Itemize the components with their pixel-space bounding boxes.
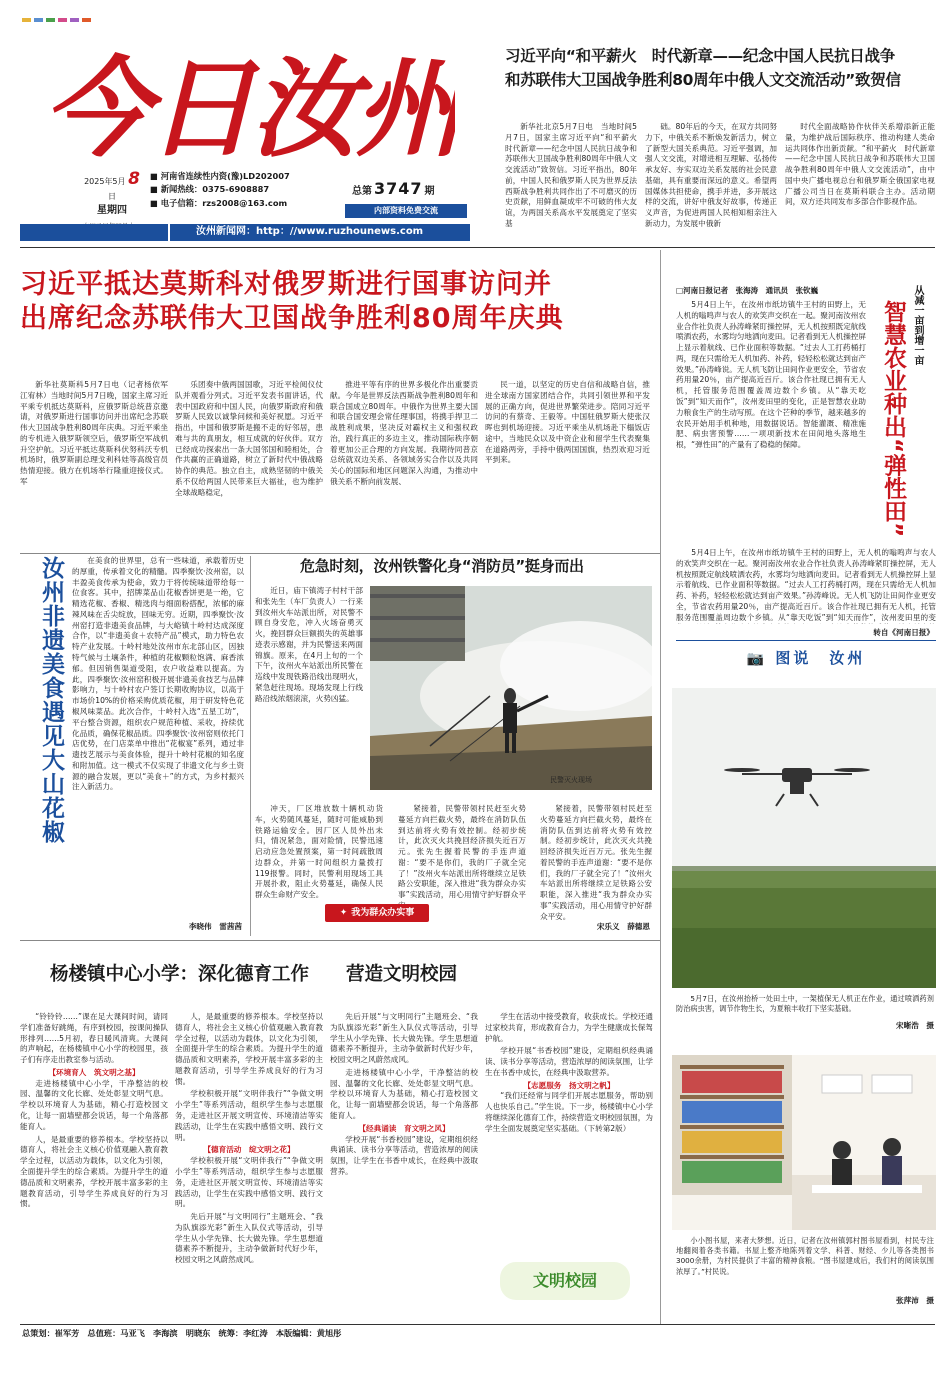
lead-title: 习近平抵达莫斯科对俄罗斯进行国事访问并 出席纪念苏联伟大卫国战争胜利80周年庆典: [20, 269, 564, 334]
lead-col-3: 推进平等有序的世界多极化作出重要贡献。今年是世界反法西斯战争胜利80周年和联合国成立80周年。中俄作为世界主要大国和联合国安理会常任理事国，将携手捍卫二战胜利成果，坚决反对霸权主义和强权政治，践行真正的多边主义，推动国际秩序朝着更加公正合理的方向发展。我期待同普京总统就双边关系、各领域务实合作以及共同关心的国际和地区问题深入沟通，为推动中俄关系不断向前发展、: [330, 380, 478, 487]
masthead-info: ■ 河南省连续性内资(豫)LD202007 ■ 新闻热线：0375-6908887 ■ 电子信箱：rzs2008@163.com: [150, 171, 290, 208]
school-col-2: 人，是最重要的修养根本。学校坚持以德育人，将社会主义核心价值观融入教育教学全过程，以活动为载体，以文化为引领，全面提升学生的综合素质。为提升学生的道德品质和文明素养，学校开展丰富多彩的主题教育活动，引导学生养成良好的行为习惯。 学校积极开展“文明伴我行”“争做文明小学生”等系列活动，组织学生参与志愿服务，走进社区开展文明宣传、环境清洁等实践活动，让学生在实践中感悟文明、践行文明。 【德育活动 绽文明之花】 学校积极开展“文明伴我行”“争做文明小学生”等系列活动，组织学生参与志愿服务，走进社区开展文明宣传、环境清洁等实践活动，让学生在实践中感悟文明、践行文明。 先后开展“与文明同行”主题班会、“我为队旗添光彩”新生入队仪式等活动，引导学生从小学先锋、长大做先锋。学生思想道德素养不断提升，主动争做新时代好少年，校园文明之风蔚然成风。: [175, 1012, 323, 1265]
fire-title: 危急时刻，汝州铁警化身“消防员”挺身而出: [300, 557, 584, 575]
tushuo-header: 📷 图说 汝州: [746, 649, 866, 667]
lead-col-4: 民一道，以坚定的历史自信和战略自信，推进全球南方国家团结合作，共同引领世界和平发展的正确方向，促进世界繁荣进步。陪同习近平访问的有蔡奇、王毅等。中国驻俄罗斯大使张汉晖也到机场迎接。习近平乘坐从机场赴下榻饭店途中，当地民众以及中资企业和留学生代表聚集在道路两旁，手持中俄两国国旗，热烈欢迎习近平到来。: [485, 380, 650, 465]
lead-col-1: 新华社莫斯科5月7日电（记者杨依军 江宥林）当地时间5月7日晚，国家主席习近平乘专机抵达莫斯科，应俄罗斯总统普京邀请，对俄罗斯进行国事访问并出席纪念苏联伟大卫国战争胜利80周年庆典。习近平乘坐的专机进入俄罗斯领空后，俄罗斯空军战机升空护航。习近平抵达莫斯科伏努科沃专机机场时，俄罗斯副总理戈利科娃等高级官员热情迎接。俄方在机场举行隆重迎接仪式。军: [20, 380, 168, 487]
date-block: 2025年5月 8 日 星期四: [80, 168, 144, 231]
divider: [20, 247, 935, 248]
library-photo: [672, 1055, 936, 1230]
school-col-3: 先后开展“与文明同行”主题班会、“我为队旗添光彩”新生入队仪式等活动，引导学生从小学先锋、长大做先锋。学生思想道德素养不断提升，主动争做新时代好少年，校园文明之风蔚然成风。 走进杨楼镇中心小学，干净整洁的校园、温馨的文化长廊、处处彰显文明气息。学校以环境育人为基础，精心打造校园文化，让每一面墙壁都会说话，每一个角落都能育人。 【经典诵读 育文明之风】 学校开展“书香校园”建设，定期组织经典诵读、读书分享等活动，营造浓厚的阅读氛围，让学生在书香中成长，在经典中汲取营养。: [330, 1012, 478, 1176]
agri-source: 转自《河南日报》: [873, 628, 934, 637]
weekday: 星期四: [97, 205, 127, 217]
agri-byline: □河南日报记者 张海涛 通讯员 张钦巍: [676, 286, 819, 295]
top-story-col-3: 时代全面战略协作伙伴关系增添新正能量，为维护战后国际秩序、推动构建人类命运共同体作出新贡献。“和平薪火 时代新章——纪念中国人民抗日战争和苏联伟大卫国战争胜利80周年中俄人文交流活动”，由中国中央广播电视总台和俄罗斯全俄国家电视广播公司当日在莫斯科联合主办。活动期间，双方还共同发布多部合作影视作品。: [785, 122, 935, 207]
lead-col-2: 乐团奏中俄两国国歌，习近平检阅仪仗队并观看分列式。习近平发表书面讲话，代表中国政府和中国人民，向俄罗斯政府和俄罗斯人民致以诚挚问候和美好祝愿。习近平指出，中国和俄罗斯是搬不走的好邻居，患难与共的真朋友，相互成就的好伙伴。双方已经成功探索出一条大国邻国和睦相处，合作共赢的正确道路，树立了新时代中俄战略协作的典范。独立自主，成熟坚韧的中俄关系不仅给两国人民带来巨大福祉，也为维护全球战略稳定，: [175, 380, 323, 497]
drone-photo: [672, 688, 936, 988]
fire-byline: 宋乐义 薛德恩: [596, 922, 650, 931]
feiyi-divider: [250, 556, 251, 936]
masthead-logo: [35, 28, 455, 158]
library-caption-by: 张萍沛 摄: [896, 1296, 934, 1305]
date-day: 8: [128, 169, 140, 189]
date-month: 2025年5月: [84, 177, 126, 186]
camera-icon: 📷: [746, 651, 768, 667]
website-bar-left: [20, 224, 168, 241]
feiyi-title: 汝州非遗美食遇见大山花椒: [38, 556, 64, 844]
divider-3: [20, 940, 660, 941]
school-badge: 文明校园: [500, 1262, 630, 1300]
drone-caption: 5月7日，在汝州抬桥一处田土中，一架植保无人机正在作业，通过喷洒药剂防治病虫害，调节作物生长，为夏粮丰收打下坚实基础。: [676, 994, 934, 1014]
internal-badge: 内部资料免费交流: [345, 204, 467, 218]
tushuo-rule: [676, 640, 936, 641]
svg-text:今日汝州: 今日汝州: [43, 46, 455, 158]
school-col-1: “铃铃铃……”课在足大课间时间，请同学们准备好跳绳，有序到校园，按课间操队形排列……5月初，春日暖风清爽。大课间的声响起，在杨楼镇中心小学的校园里，孩子们有序走出教室参与活动。 【环境育人 筑文明之基】 走进杨楼镇中心小学，干净整洁的校园、温馨的文化长廊、处处彰显文明气息。学校以环境育人为基础，精心打造校园文化，让每一面墙壁都会说话，每一个角落都能育人。 人，是最重要的修养根本。学校坚持以德育人，将社会主义核心价值观融入教育教学全过程，以活动为载体，以文化为引领，全面提升学生的综合素质。为提升学生的道德品质和文明素养，学校开展丰富多彩的主题教育活动，引导学生养成良好的行为习惯。: [20, 1012, 168, 1209]
issue-number: 总第 3747 期: [352, 179, 435, 198]
website-link[interactable]: 汝州新闻网：http：//www.ruzhounews.com: [196, 226, 424, 237]
footer-credits: 总策划：崔军芳 总值班：马亚飞 李海滨 明晓东 统筹：李红涛 本版编辑：黄旭彤: [22, 1328, 342, 1338]
agri-kicker: 从减一亩到增一亩: [912, 285, 923, 365]
fire-col-3: 紧接着，民警带领村民赶至火势蔓延方向拦截火势，最终在消防队伍到达前将火势有效控制。经初步统计，此次灭火共挽回经济损失近百万元。张先生握着民警的手连声道谢：“要不是你们，我的厂子就全完了！”汝州火车站派出所将继续立足铁路公安职能，深入推进“我为群众办实事”实践活动，用心用情守护好群众平: [398, 804, 526, 900]
right-divider: [660, 250, 661, 1324]
fire-badge: ✦ 我为群众办实事: [325, 904, 429, 922]
top-story-col-2: 础。80年后的今天，在双方共同努力下，中俄关系不断焕发新活力，树立了新型大国关系典范。习近平强调，加强人文交流，对增进相互理解、弘扬传承友好、夯实双边关系发展的社会民意基础，具有重要而深远的意义。希望两国媒体共担使命，携手并进，多开展这样的交流，讲好中俄友好故事，传递正义声音，为促进两国人民相知相亲注入新动力，为发展中俄新: [645, 122, 777, 229]
drone-caption-by: 宋晰浩 摄: [896, 1021, 934, 1030]
school-title: 杨楼镇中心小学：深化德育工作 营造文明校园: [50, 964, 458, 985]
fire-col-1: 近日，庙下镇湾子村村干部和张先生（车厂负责人）一行来到汝州火车站派出所，对民警不顾自身安危，冲入火场奋勇灭火，挽回群众巨额损失的英雄事迹表示感谢，并为民警送来两面锦旗。原来，在4月上旬的一个下午，汝州火车站派出所民警在巡线中发现铁路沿线出现明火，紧急赶往现场。现场发现上行线路沿线浓烟滚滚，火势凶猛。: [255, 586, 363, 703]
fire-photo: [370, 586, 652, 790]
feiyi-body: 在美食的世界里，总有一些味道，承载着历史的厚重，传承着文化的精髓。四季聚饮·汝州窑，以丰盈美食传承为使命，致力于将传统味道带给每一位食客。其中，招牌菜品山花椒香饼更是一绝，它精选花椒、香椒、精选肉与细面粉搭配，浓郁的麻辣风味在舌尖绽放，回味无穷。近期，四季聚饮·汝州窑打造非遗美食品牌，与大峪镇十岭村达成深度合作，以“非遗美食＋农特产品”模式，助力特色农特产业发展。十岭村地处汝州市东北部山区，因独特气候与土壤条件，种植的花椒颗粒饱满、麻香浓郁。但因销售渠道受阻，农户收益难以提高。为此，四季聚饮·汝州窑积极开展非遗美食技艺与品牌影响力，与十岭村农户签订长期收购协议，以高于市场价10%的价格采购优质花椒，用于研发特色花椒风味菜品。此次合作，十岭村入选“五星工坊”，平台整合资源，组织农户规范种植、采收，持续优化品质，确保花椒品质。四季聚饮·汝州窑则依托门店优势，在门店菜单中推出“花椒宴”系列，通过非遗技艺展示与美食体验，提升十岭村花椒的知名度和附加值。这一模式不仅实现了非遗文化与乡土资源的融合发展，更以“美食＋”的方式，为乡村振兴注入新活力。: [72, 556, 244, 792]
agri-body-2: 5月4日上午，在汝州市纸坊镇牛王村的田野上，无人机的嗡鸣声与农人的欢笑声交织在一起。聚河南汝州农业合作社负责人孙涛峰紧盯操控屏，无人机按照既定航线喷洒农药，水雾均匀地洒向麦田。记者看到无人机操控屏上显示着航线、已作业面积等数据。“过去人工打药桶打两，现在只需给无人机加药、补药，轻轻松松就达到亩产效果。”孙涛峰说。无人机飞防让田间作业更安全，节省农药用量20％，亩产提高近百斤。该合作社现已拥有无人机，托管服务范围覆盖周边数个乡镇。从“靠天吃饭”到“知天而作”，汝州麦田里的变: [676, 548, 936, 622]
library-caption: 小小图书屋，来者大梦想。近日，记者在汝州镇郭村图书屋看到，村民专注地翻阅着各类书籍。书屋上整齐地陈列着文学、科普、财经、少儿等各类图书3000余册，为村民提供了丰富的精神食粮。“图书屋建成后，我们村的阅读氛围浓厚了。”村民说。: [676, 1236, 934, 1276]
fire-col-2: 冲天，厂区堆放数十辆机动货车，火势随风蔓延，随时可能威胁到铁路运输安全。因厂区人员外出未归，情况紧急，面对险情，民警迅速启动应急处置预案，第一时间疏散周边群众，并第一时间组织力量拨打119报警。同时，民警利用现场工具开展扑救，阻止火势蔓延，确保人民群众生命财产安全。: [255, 804, 383, 900]
agri-body-1: 5月4日上午，在汝州市纸坊镇牛王村的田野上，无人机的嗡鸣声与农人的欢笑声交织在一起。聚河南汝州农业合作社负责人孙涛峰紧盯操控屏，无人机按照既定航线喷洒农药，水雾均匀地洒向麦田。记者看到无人机操控屏上显示着航线、已作业面积等数据。“过去人工打药桶打两，现在只需给无人机加药、补药，轻轻松松就达到亩产效果。”孙涛峰说。无人机飞防让田间作业更安全，节省农药用量20％，亩产提高近百斤。该合作社现已拥有无人机，托管服务范围覆盖周边数个乡镇。从“靠天吃饭”到“知天而作”，汝州麦田里的变化，正是智慧农业助力粮食生产的生动写照。在这个芒种的季节，越来越多的农民开始用手机种地，用数据说话。智能灌溉、精准施肥、病虫害预警……一项项新技术在田间地头落地生根，“弹性田”的产量有了稳稳的保障。: [676, 300, 866, 450]
school-col-4: 学生在活动中接受教育，收获成长。学校还通过家校共育，形成教育合力，为学生健康成长保驾护航。 学校开展“书香校园”建设，定期组织经典诵读、读书分享等活动，营造浓厚的阅读氛围，让学生在书香中成长，在经典中汲取营养。 【志愿服务 扬文明之帆】 “我们还经常与同学们开展志愿服务，帮助别人也快乐自己。”学生说。下一步，杨楼镇中心小学将继续深化德育工作，持续营造文明校园氛围，为学生全面发展奠定坚实基础。（下转第2版）: [485, 1012, 653, 1133]
top-story-title: 习近平向“和平薪火 时代新章——纪念中国人民抗日战争 和苏联伟大卫国战争胜利80周年中俄人文交流活动”致贺信: [505, 47, 901, 90]
footer-rule: [20, 1324, 935, 1325]
color-dots: [22, 14, 94, 25]
top-story-col-1: 新华社北京5月7日电 当地时间5月7日，国家主席习近平向“和平薪火 时代新章——纪念中国人民抗日战争和苏联伟大卫国战争胜利80周年中俄人文交流活动”致贺信。习近平指出，80年前，中国人民和俄罗斯人民为世界反法西斯战争胜利共同作出了不可磨灭的历史贡献，用鲜血凝成牢不可破的伟大友谊，为两国关系高水平发展奠定了坚实基: [505, 122, 637, 229]
fire-col-4: 紧接着，民警带领村民赶至火势蔓延方向拦截火势，最终在消防队伍到达前将火势有效控制。经初步统计，此次灭火共挽回经济损失近百万元。张先生握着民警的手连声道谢：“要不是你们，我的厂子就全完了！”汝州火车站派出所将继续立足铁路公安职能，深入推进“我为群众办实事”实践活动，用心用情守护好群众平安。: [540, 804, 652, 921]
feiyi-byline: 李晓伟 雷茜茜: [188, 922, 242, 931]
fire-photo-caption: 民警灭火现场: [550, 776, 592, 784]
agri-title: 智慧农业种出“弹性田”: [880, 300, 906, 538]
divider-2: [20, 553, 660, 554]
